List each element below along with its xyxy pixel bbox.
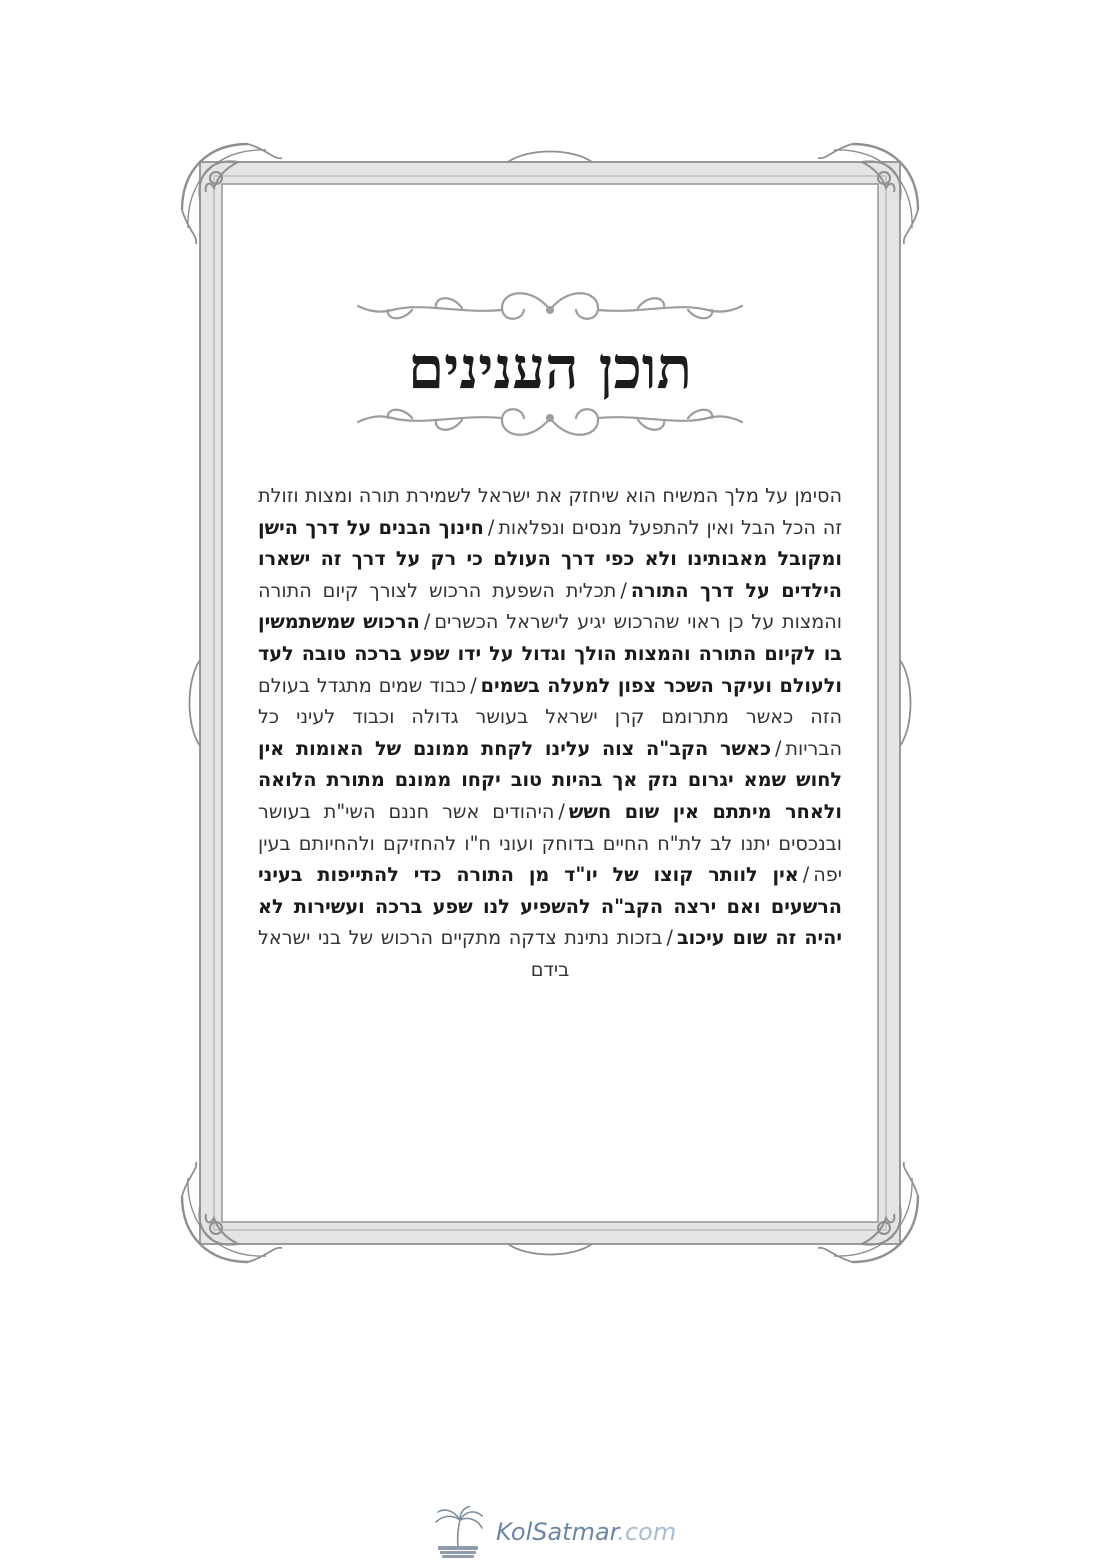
contents-entry: כבוד שמים מתגדל בעולם הזה כאשר מתרומם קרן ישראל בעושר גדולה וכבוד לעיני כל הבריות — [258, 673, 842, 760]
contents-entry: הרכוש שמשתמשין בו לקיום התורה והמצות הולך וגדול על ידו שפע ברכה טובה לעד ולעולם ועיקר השכר צפון למעלה בשמים — [258, 610, 842, 697]
contents-entry: אין לוותר קוצו של יו"ד מן התורה כדי להתייפות בעיני הרשעים ואם ירצה הקב"ה להשפיע לנו שפע ברכה ועשירות לא יהיה זה שום עיכוב — [258, 863, 842, 950]
entry-separator: / — [666, 926, 673, 950]
entry-separator: / — [470, 673, 477, 697]
entry-separator: / — [620, 578, 627, 602]
entry-separator: / — [423, 610, 431, 634]
kolsatmar-watermark — [430, 1506, 690, 1558]
contents-entry: היהודים אשר חננם השי"ת בעושר ובנכסים יתנו לב לת"ח החיים בדוחק ועוני ח"ו להחזיקם ולהחיותם בעין יפה — [258, 799, 842, 887]
contents-entry: תכלית השפעת הרכוש לצורך קיום התורה והמצות על כן ראוי שהרכוש יגיע לישראל הכשרים — [258, 578, 842, 634]
entry-separator: / — [802, 863, 810, 887]
table-of-contents — [258, 480, 842, 986]
contents-entry: חינוך הבנים על דרך הישן ומקובל מאבותינו ולא כפי דרך העולם כי רק על דרך זה ישארו הילדים על דרך התורה — [258, 515, 842, 602]
entry-separator: / — [774, 736, 782, 760]
palm-tree-books-icon — [430, 1506, 486, 1558]
page-title: תוכן הענינים — [407, 334, 693, 402]
contents-entry: הסימן על מלך המשיח הוא שיחזק את ישראל לשמירת תורה ומצות וזולת זה הכל הבל ואין להתפעל מנסים ונפלאות — [258, 484, 842, 539]
contents-entry: בזכות נתינת צדקה מתקיים הרכוש של בני ישראל בידם — [258, 926, 663, 981]
contents-entry: כאשר הקב"ה צוה עלינו לקחת ממונם של האומות אין לחוש שמא יגרום נזק אך בהיות טוב יקחו ממונם מתורת הלואה ולאחר מיתתם אין שום חשש — [258, 736, 842, 823]
entry-separator: / — [558, 799, 565, 823]
entry-separator: / — [487, 515, 495, 539]
brand-name: KolSatmar.com — [496, 1518, 677, 1546]
title-flourish-bottom — [352, 388, 748, 448]
